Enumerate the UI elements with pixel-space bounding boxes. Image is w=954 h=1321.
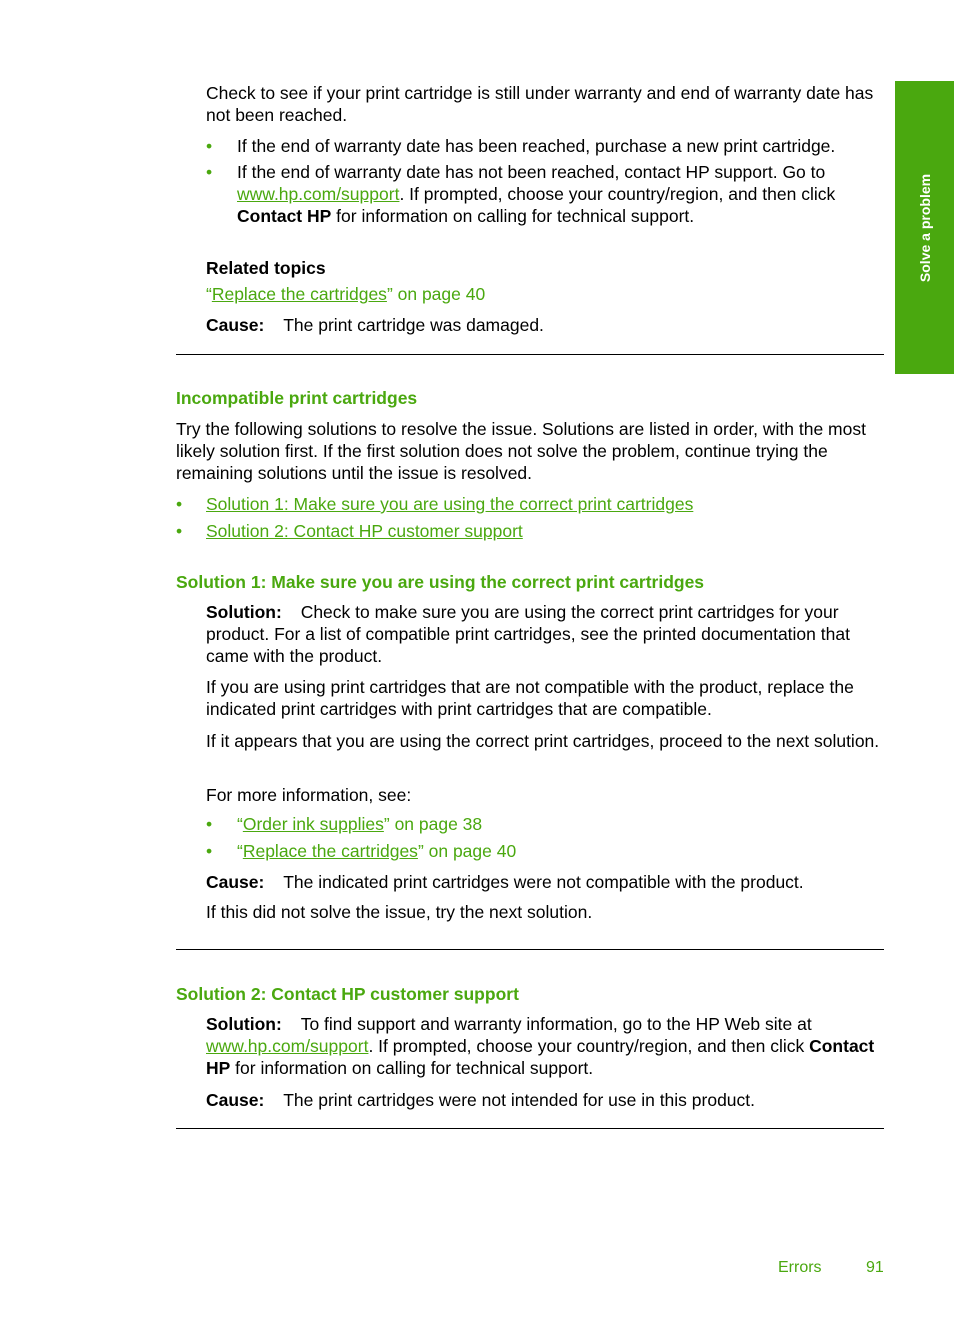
incompatible-title: Incompatible print cartridges [176, 388, 418, 408]
bullet-icon: • [206, 814, 213, 834]
solution-1-next: If this did not solve the issue, try the next solution. [206, 902, 593, 922]
warranty-cause: Cause: The print cartridge was damaged. [206, 315, 544, 335]
solution-1-link[interactable]: Solution 1: Make sure you are using the correct print cartridges [206, 494, 694, 514]
warranty-bullet-1: If the end of warranty date has been reached, purchase a new print cartridge. [237, 136, 836, 156]
solution-2-title: Solution 2: Contact HP customer support [176, 984, 519, 1004]
solution-1-text: Solution: Check to make sure you are using the correct print cartridges for your product. For a list of compatible print cartridges, see the printed documentation that came with the product. [206, 602, 850, 666]
solution-2-link[interactable]: Solution 2: Contact HP customer support [206, 521, 523, 541]
hp-support-link[interactable]: www.hp.com/support [237, 184, 400, 204]
hp-support-link[interactable]: www.hp.com/support [206, 1036, 369, 1056]
solution-1-para-4: For more information, see: [206, 785, 412, 805]
order-ink-link[interactable]: “Order ink supplies” on page 38 [237, 814, 483, 834]
bullet-icon: • [206, 162, 213, 182]
divider [176, 1128, 884, 1129]
bullet-icon: • [206, 136, 213, 156]
warranty-intro: Check to see if your print cartridge is still under warranty and end of warranty date has not been reached. [206, 83, 874, 125]
solution-2-text: Solution: To find support and warranty information, go to the HP Web site at www.hp.com/support. If prompted, choose your country/region, and then click Contact HP for information on calling for technical support. [206, 1014, 875, 1078]
divider [176, 949, 884, 950]
bullet-icon: • [206, 841, 213, 861]
solution-1-cause: Cause: The indicated print cartridges were not compatible with the product. [206, 872, 804, 892]
divider [176, 354, 884, 355]
related-topics-title: Related topics [206, 258, 326, 278]
side-tab [895, 81, 954, 374]
solution-1-para-3: If it appears that you are using the correct print cartridges, proceed to the next solution. [206, 731, 880, 751]
bullet-icon: • [176, 494, 183, 514]
warranty-bullet-2: If the end of warranty date has not been reached, contact HP support. Go to www.hp.com/support. If prompted, choose your country/region, and then click Contact HP for information on calling for technical support. [237, 162, 836, 226]
page-number: 91 [866, 1259, 884, 1276]
bullet-icon: • [176, 521, 183, 541]
solution-1-title: Solution 1: Make sure you are using the correct print cartridges [176, 572, 705, 592]
side-tab-label: Solve a problem [916, 173, 933, 282]
incompatible-intro: Try the following solutions to resolve the issue. Solutions are listed in order, with the most likely solution first. If the first solution does not solve the problem, continue trying the remaining solutions until the issue is resolved. [176, 419, 866, 483]
replace-cartridges-link[interactable]: “Replace the cartridges” on page 40 [237, 841, 517, 861]
footer-section: Errors [778, 1259, 822, 1276]
solution-2-cause: Cause: The print cartridges were not intended for use in this product. [206, 1090, 756, 1110]
related-topic-link[interactable]: “Replace the cartridges” on page 40 [206, 284, 486, 304]
solution-1-para-2: If you are using print cartridges that are not compatible with the product, replace the indicated print cartridges with print cartridges that are compatible. [206, 677, 854, 719]
